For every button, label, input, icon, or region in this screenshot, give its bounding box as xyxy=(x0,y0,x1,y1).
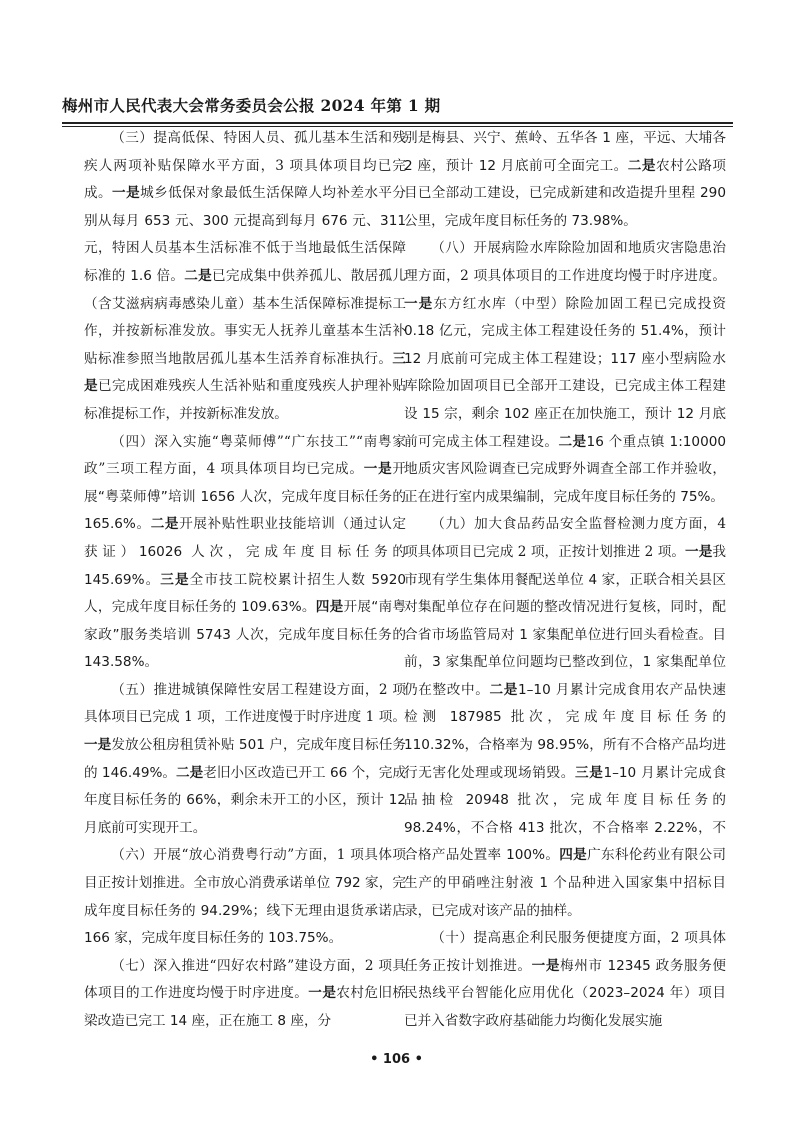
keyword: 二是 xyxy=(184,267,212,284)
body-text: 开展补贴性职业技能培训（通过认定获证）16026 人次，完成年度目标任务的 145.69%。 xyxy=(84,516,406,588)
header-rule-thick xyxy=(62,122,733,124)
body-text: 已完成集中供养孤儿、散居孤儿（含艾滋病病毒感染儿童）基本生活保障标准提标工作，并按新标准发放。事实无人抚养儿童基本生活补贴标准参照当地散居孤儿基本生活养育标准执行。 xyxy=(84,267,407,367)
body-text: 东方红水库（中型）除险加固工程已完成投资 0.18 亿元，完成主体工程建设任务的 51.4%，预计 12 月底前可完成主体工程建设；117 座小型病险水库除险加固项目已全部开工建设，已完成主体工程建设 15 宗，剩余 102 座正在加快施工，预计 12 月底前可完成主体工程建设。 xyxy=(404,295,727,450)
body-text: 开展“粤菜师傅”培训 1656 人次，完成年度目标任务的 165.6%。 xyxy=(84,461,407,533)
body-text: 我市现有学生集体用餐配送单位 4 家，正联合相关县区对集配单位存在问题的整改情况进行复核，同时，配合省市场监管局对 1 家集配单位进行回头看检查。目前，3 家集配单位问题均已整改到位，1 家集配单位仍在整改中。 xyxy=(404,543,726,698)
keyword: 一是 xyxy=(685,543,713,560)
right-column xyxy=(404,125,726,1036)
section-heading: （九）加大食品药品安全监督检测力度方面，4 项具体项目已完成 2 项，正按计划推进 2 项。 xyxy=(404,516,726,560)
keyword: 一是 xyxy=(308,985,337,1002)
keyword: 一是 xyxy=(84,737,112,754)
keyword: 四是 xyxy=(559,847,588,864)
section-heading: （七）深入推进“四好农村路”建设方面，2 项具体项目的工作进度均慢于时序进度。 xyxy=(84,957,406,1002)
body-text: 1–10 月累计完成食用农产品快速检测 187985 批次，完成年度目标任务的 110.32%，合格率为 98.95%，所有不合格产品均进行无害化处理或现场销毁。 xyxy=(404,681,727,781)
section-heading: （四）深入实施“粤菜师傅”“广东技工”“南粤家政”三项工程方面，4 项具体项目均已完成。 xyxy=(84,433,406,478)
keyword: 一是 xyxy=(112,185,141,202)
keyword: 一是 xyxy=(363,461,393,478)
body-text: 已完成困难残疾人生活补贴和重度残疾人护理补贴标准提标工作，并按新标准发放。 xyxy=(84,378,407,422)
keyword: 四是 xyxy=(315,599,344,616)
keyword: 二是 xyxy=(558,433,587,450)
keyword: 三是 xyxy=(84,350,406,395)
body-text: 发放公租房租赁补贴 501 户，完成年度目标任务的 146.49%。 xyxy=(84,737,407,781)
section-heading: （三）提高低保、特困人员、孤儿基本生活和残疾人两项补贴保障水平方面，3 项具体项目均已完成。 xyxy=(84,130,406,202)
body-text: 农村危旧桥梁改造已完工 14 座，正在施工 8 座，分 xyxy=(84,985,407,1029)
paragraph-item-9 xyxy=(404,511,726,925)
body-text: 梅州市 12345 政务服务便民热线平台智能化应用优化（2023–2024 年）项目已并入省数字政府基础能力均衡化发展实施 xyxy=(404,957,727,1029)
body-text: 开展“南粤家政”服务类培训 5743 人次，完成年度目标任务的 143.58%。 xyxy=(84,599,406,671)
journal-header: 梅州市人民代表大会常务委员会公报 2024 年第 1 期 xyxy=(62,96,441,115)
paragraph-item-10 xyxy=(404,925,726,1035)
paragraph-item-8 xyxy=(404,235,726,511)
keyword: 二是 xyxy=(176,764,204,781)
paragraph-continuation xyxy=(404,125,726,235)
keyword: 三是 xyxy=(160,571,190,588)
keyword: 二是 xyxy=(150,516,180,533)
section-heading: （五）推进城镇保障性安居工程建设方面，2 项具体项目已完成 1 项，工作进度慢于时序进度 1 项。 xyxy=(84,681,406,726)
keyword: 三是 xyxy=(574,764,604,781)
body-text: 1–10 月累计完成食品抽检 20948 批次，完成年度目标任务的 98.24%，不合格 413 批次，不合格率 2.22%，不合格产品处置率 100%。 xyxy=(404,764,726,864)
section-heading: （六）开展“放心消费粤行动”方面，1 项具体项目正按计划推进。 xyxy=(84,847,406,892)
paragraph-item-5 xyxy=(84,677,406,843)
paragraph-item-6 xyxy=(84,842,406,952)
section-heading: （八）开展病险水库除险加固和地质灾害隐患治理方面，2 项具体项目的工作进度均慢于时序进度。 xyxy=(404,240,726,284)
keyword: 二是 xyxy=(627,157,656,174)
body-text: 全市技工院校累计招生人数 5920 人，完成年度目标任务的 109.63%。 xyxy=(84,571,407,616)
body-text: 老旧小区改造已开工 66 个，完成年度目标任务的 66%，剩余未开工的小区，预计 12 月底前可实现开工。 xyxy=(84,764,406,836)
paragraph-item-3 xyxy=(84,125,406,429)
paragraph-item-4 xyxy=(84,429,406,677)
body-text: 农村公路项目已全部动工建设，已完成新建和改造提升里程 290 公里，完成年度目标任务的 73.98%。 xyxy=(404,157,727,229)
body-text: 别是梅县、兴宁、蕉岭、五华各 1 座，平远、大埔各 2 座，预计 12 月底前可全面完工。 xyxy=(404,130,726,174)
left-column xyxy=(84,125,406,1036)
keyword: 二是 xyxy=(489,681,518,698)
body-text: 16 个重点镇 1:10000 地质灾害风险调查已完成野外调查全部工作并验收，正在进行室内成果编制，完成年度目标任务的 75%。 xyxy=(404,433,727,505)
body-text: 广东科伦药业有限公司生产的甲硝唑注射液 1 个品种进入国家集中招标目录，已完成对该产品的抽样。 xyxy=(404,847,727,919)
body-text: 城乡低保对象最低生活保障人均补差水平分别从每月 653 元、300 元提高到每月 676 元、311 元，特困人员基本生活标准不低于当地最低生活保障标准的 1.6 倍。 xyxy=(84,185,407,284)
paragraph-item-7 xyxy=(84,953,406,1036)
keyword: 一是 xyxy=(531,957,561,974)
keyword: 一是 xyxy=(404,295,434,312)
page-number: • 106 • xyxy=(370,1052,423,1067)
section-heading: （十）提高惠企利民服务便捷度方面，2 项具体任务正按计划推进。 xyxy=(404,930,726,974)
body-text: 全市放心消费承诺单位 792 家，完成年度目标任务的 94.29%；线下无理由退货承诺店 166 家，完成年度目标任务的 103.75%。 xyxy=(84,875,407,947)
